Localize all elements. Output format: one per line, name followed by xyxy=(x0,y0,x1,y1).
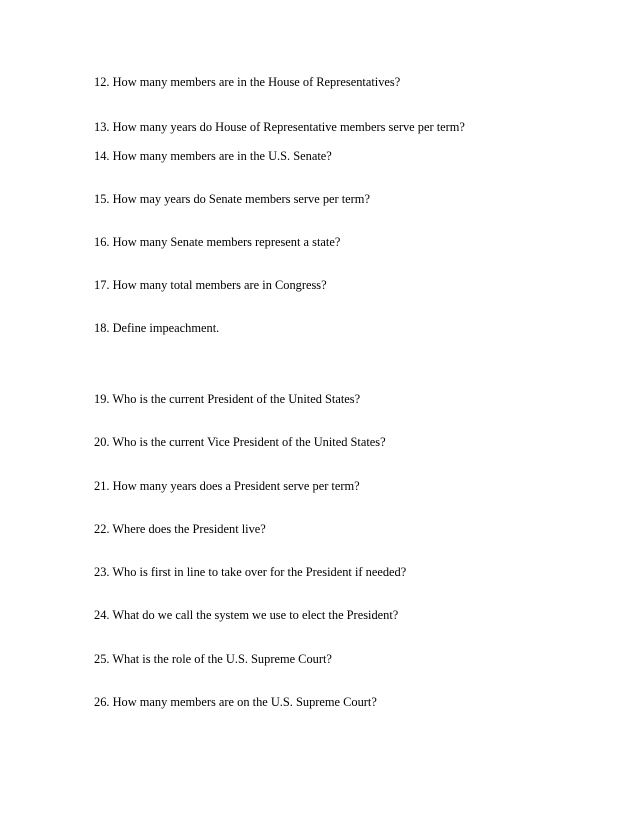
question-12: 12. How many members are in the House of Representatives? xyxy=(94,75,401,89)
question-23: 23. Who is first in line to take over for the President if needed? xyxy=(94,565,407,579)
question-21: 21. How many years does a President serve per term? xyxy=(94,479,360,493)
question-25: 25. What is the role of the U.S. Supreme Court? xyxy=(94,652,332,666)
question-17: 17. How many total members are in Congress? xyxy=(94,278,327,292)
question-13: 13. How many years do House of Representative members serve per term? xyxy=(94,120,465,134)
question-19: 19. Who is the current President of the United States? xyxy=(94,392,361,406)
question-22: 22. Where does the President live? xyxy=(94,522,266,536)
question-24: 24. What do we call the system we use to elect the President? xyxy=(94,608,399,622)
question-14: 14. How many members are in the U.S. Senate? xyxy=(94,149,332,163)
question-15: 15. How may years do Senate members serve per term? xyxy=(94,192,370,206)
question-18: 18. Define impeachment. xyxy=(94,321,220,335)
question-20: 20. Who is the current Vice President of the United States? xyxy=(94,435,386,449)
question-26: 26. How many members are on the U.S. Supreme Court? xyxy=(94,695,377,709)
question-16: 16. How many Senate members represent a state? xyxy=(94,235,341,249)
